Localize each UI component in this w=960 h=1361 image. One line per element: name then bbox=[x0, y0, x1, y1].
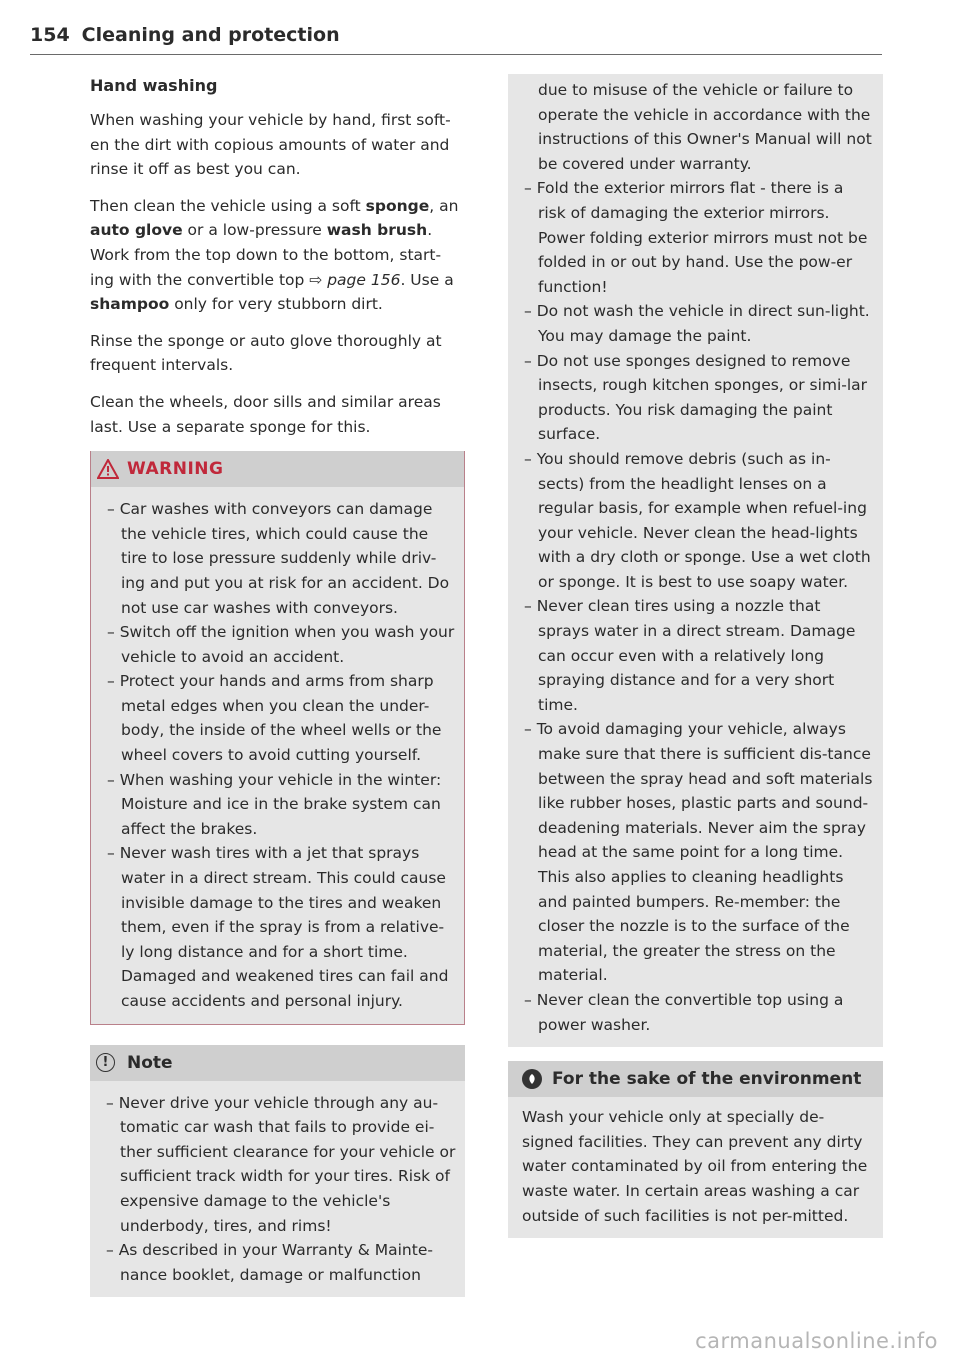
header-rule bbox=[30, 54, 882, 55]
list-item: – As described in your Warranty & Mainte-nance booklet, damage or malfunction bbox=[98, 1238, 457, 1287]
environment-leaf-icon bbox=[522, 1069, 542, 1089]
section-title: Cleaning and protection bbox=[81, 24, 340, 46]
list-item: – Never wash tires with a jet that sprays water in a direct stream. This could cause invisible damage to the tires and weaken them, even if the spray is from a relative-ly long distance and for a short time. Damaged and weakened tires can fail and cause accidents and personal injury. bbox=[99, 841, 456, 1013]
hand-washing-paragraph-3: Rinse the sponge or auto glove thoroughly at frequent intervals. bbox=[90, 331, 442, 375]
warning-list bbox=[99, 497, 456, 1013]
list-item: – Car washes with conveyors can damage the vehicle tires, which could cause the tire to lose pressure suddenly while driv-ing and put you at risk for an accident. Do not use car washes with conveyors. bbox=[99, 497, 456, 620]
list-item: – Never drive your vehicle through any au-tomatic car wash that fails to provide ei-ther sufficient clearance for your vehicle or sufficient track width for your tires. Risk of expensive damage to the vehicle's underbody, tires, and rims! bbox=[98, 1091, 457, 1239]
list-item: – Do not use sponges designed to remove insects, rough kitchen sponges, or simi-lar products. You risk damaging the paint surface. bbox=[516, 349, 875, 447]
note-list bbox=[98, 1091, 457, 1288]
hand-washing-heading: Hand washing bbox=[90, 76, 218, 95]
note-box bbox=[90, 1045, 465, 1298]
note-continuation-box bbox=[508, 74, 883, 1047]
right-column bbox=[508, 74, 883, 1238]
note-title: Note bbox=[127, 1052, 173, 1073]
list-item: – Fold the exterior mirrors flat - there is a risk of damaging the exterior mirrors. Power folding exterior mirrors must not be folded in or out by hand. Use the pow-er function! bbox=[516, 176, 875, 299]
warning-body bbox=[91, 487, 464, 1024]
list-item: – Protect your hands and arms from sharp metal edges when you clean the under-body, the inside of the wheel wells or the wheel covers to avoid cutting yourself. bbox=[99, 669, 456, 767]
watermark: carmanualsonline.info bbox=[695, 1329, 938, 1353]
warning-triangle-icon bbox=[97, 459, 119, 479]
list-item: – When washing your vehicle in the winter: Moisture and ice in the brake system can affect the brakes. bbox=[99, 768, 456, 842]
hand-washing-paragraph-2: Then clean the vehicle using a soft sponge, an auto glove or a low-pressure wash brush. Work from the top down to the bottom, start-ing with the convertible top ⇨ page 156. Use a shampoo only for very stubborn dirt. bbox=[90, 196, 459, 314]
page-number: 154 bbox=[30, 24, 70, 46]
hand-washing-paragraph-1: When washing your vehicle by hand, first soft-en the dirt with copious amounts of water and rinse it off as best you can. bbox=[90, 111, 451, 179]
list-item: – To avoid damaging your vehicle, always make sure that there is sufficient dis-tance between the spray head and soft materials like rubber hoses, plastic parts and sound-deadening materials. Never aim the spray head at the same point for a long time. This also applies to cleaning headlights and painted bumpers. Re-member: the closer the nozzle is to the surface of the material, the greater the stress on the material. bbox=[516, 717, 875, 988]
list-item: – Switch off the ignition when you wash your vehicle to avoid an accident. bbox=[99, 620, 456, 669]
note-exclamation-icon: ! bbox=[96, 1053, 115, 1072]
environment-header bbox=[508, 1061, 883, 1097]
note-header bbox=[90, 1045, 465, 1081]
page-reference-link[interactable]: page 156 bbox=[327, 270, 401, 289]
list-item: – Never clean the convertible top using a power washer. bbox=[516, 988, 875, 1037]
hand-washing-paragraph-4: Clean the wheels, door sills and similar areas last. Use a separate sponge for this. bbox=[90, 392, 441, 436]
list-item: – Do not wash the vehicle in direct sun-light. You may damage the paint. bbox=[516, 299, 875, 348]
note-continuation-text: due to misuse of the vehicle or failure to operate the vehicle in accordance with the instructions of this Owner's Manual will not be covered under warranty. bbox=[538, 81, 872, 173]
warning-header bbox=[91, 451, 464, 487]
list-item: – Never clean tires using a nozzle that sprays water in a direct stream. Damage can occur even with a relatively long spraying distance and for a very short time. bbox=[516, 594, 875, 717]
environment-body bbox=[508, 1097, 883, 1238]
environment-title: For the sake of the environment bbox=[552, 1069, 862, 1090]
page-header bbox=[30, 24, 882, 55]
environment-text: Wash your vehicle only at specially de-signed facilities. They can prevent any dirty water contaminated by oil from entering the waste water. In certain areas washing a car outside of such facilities is not per-mitted. bbox=[522, 1108, 868, 1225]
note-list-continued bbox=[516, 176, 875, 1037]
list-item: – You should remove debris (such as in-sects) from the headlight lenses on a regular basis, for example when refuel-ing your vehicle. Never clean the head-lights with a dry cloth or sponge. Use a wet cloth or sponge. It is best to use soapy water. bbox=[516, 447, 875, 595]
left-column bbox=[90, 74, 465, 1297]
warning-title: WARNING bbox=[127, 459, 224, 480]
warning-box bbox=[90, 451, 465, 1024]
note-body bbox=[90, 1081, 465, 1298]
environment-box bbox=[508, 1061, 883, 1238]
